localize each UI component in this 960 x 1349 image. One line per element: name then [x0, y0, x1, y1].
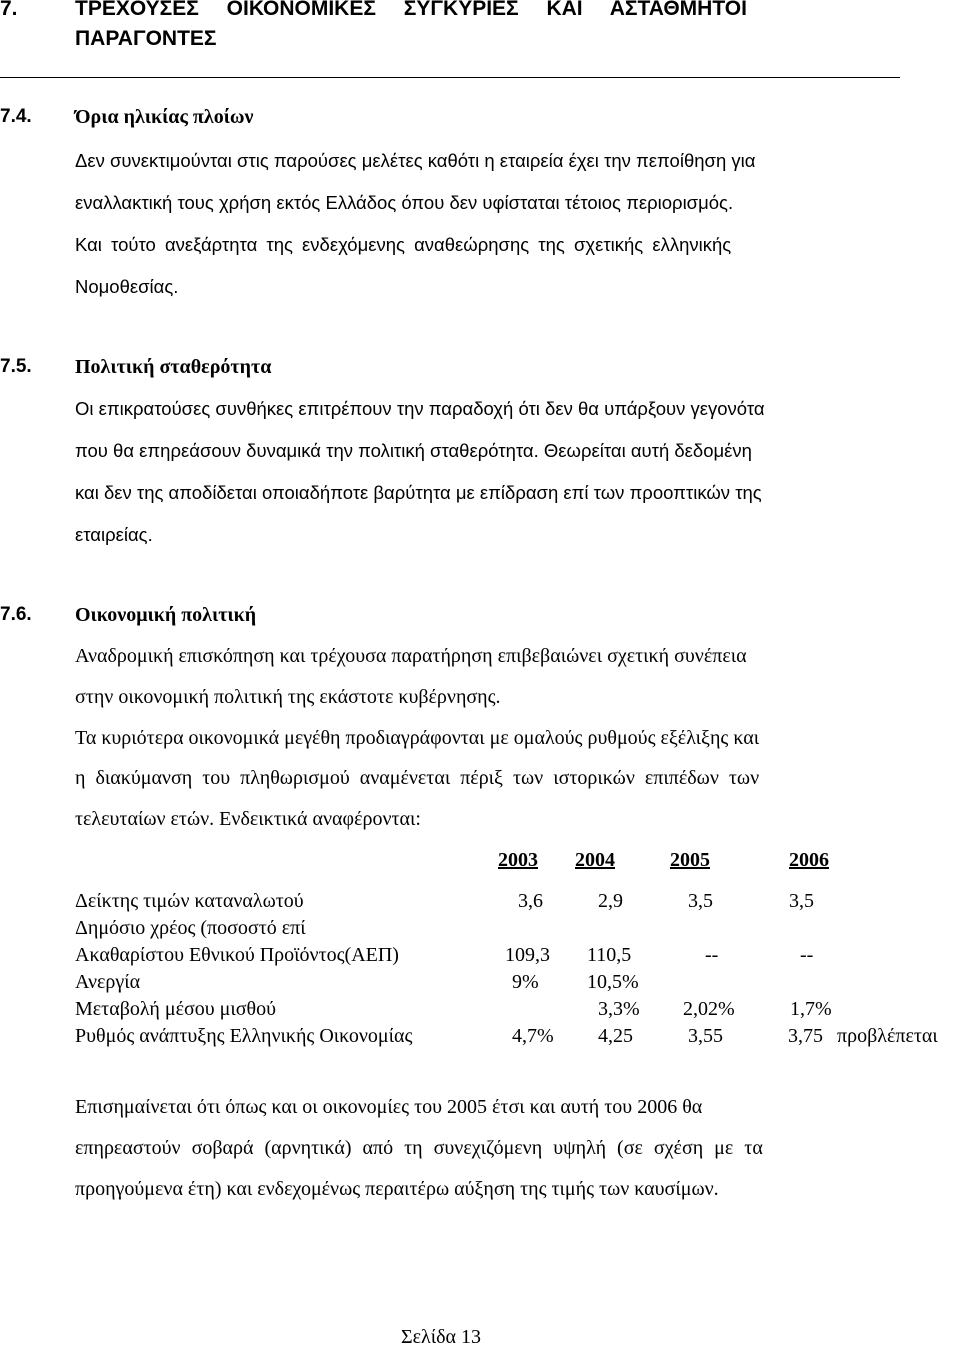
- table-cell: 110,5: [587, 944, 632, 966]
- closing-line-2: επηρεαστούν σοβαρά (αρνητικά) από τη συνεχιζόμενη υψηλή (σε σχέση με τα: [75, 1137, 763, 1159]
- section-76-line-5: τελευταίων ετών. Ενδεικτικά αναφέρονται:: [75, 808, 421, 830]
- table-cell: 3,6: [518, 890, 543, 912]
- chapter-title-line1: ΤΡΕΧΟΥΣΕΣ ΟΙΚΟΝΟΜΙΚΕΣ ΣΥΓΚΥΡΙΕΣ ΚΑΙ ΑΣΤΑΘΜΗΤΟΙ: [75, 0, 747, 20]
- table-cell: 3,5: [688, 890, 713, 912]
- section-76-line-2: στην οικονομική πολιτική της εκάστοτε κυβέρνησης.: [75, 686, 501, 708]
- table-row-label: Ανεργία: [75, 971, 141, 993]
- table-cell: 10,5%: [587, 971, 639, 993]
- table-cell: 1,7%: [790, 998, 832, 1020]
- year-header-2006: 2006: [789, 849, 829, 871]
- closing-line-3: προηγούμενα έτη) και ενδεχομένως περαιτέρω αύξηση της τιμής των καυσίμων.: [75, 1178, 719, 1200]
- section-76-title: Οικονομική πολιτική: [75, 604, 257, 626]
- table-cell: 4,7%: [512, 1025, 554, 1047]
- table-row-label: Ρυθμός ανάπτυξης Ελληνικής Οικονομίας: [75, 1025, 413, 1047]
- section-75-line-1: Οι επικρατούσες συνθήκες επιτρέπουν την παραδοχή ότι δεν θα υπάρξουν γεγονότα: [75, 398, 765, 419]
- year-header-2003: 2003: [498, 849, 538, 871]
- year-header-2004: 2004: [575, 849, 615, 871]
- table-cell: 9%: [512, 971, 539, 993]
- section-76-line-3: Τα κυριότερα οικονομικά μεγέθη προδιαγράφονται με ομαλούς ρυθμούς εξέλιξης και: [75, 727, 760, 749]
- table-cell: 3,3%: [598, 998, 640, 1020]
- table-cell: 3,55: [688, 1025, 723, 1047]
- table-row-label: Μεταβολή μέσου μισθού: [75, 998, 277, 1020]
- closing-line-1: Επισημαίνεται ότι όπως και οι οικονομίες του 2005 έτσι και αυτή του 2006 θα: [75, 1096, 703, 1118]
- section-75-line-2: που θα επηρεάσουν δυναμικά την πολιτική σταθερότητα. Θεωρείται αυτή δεδομένη: [75, 440, 752, 461]
- table-cell: 2,9: [598, 890, 623, 912]
- table-cell: --: [705, 944, 719, 966]
- section-74-line-2: εναλλακτική τους χρήση εκτός Ελλάδος όπου δεν υφίσταται τέτοιος περιορισμός.: [75, 192, 734, 213]
- table-row-label: Δημόσιο χρέος (ποσοστό επί: [75, 917, 306, 939]
- table-cell: 109,3: [505, 944, 550, 966]
- section-74-line-1: Δεν συνεκτιμούνται στις παρούσες μελέτες καθότι η εταιρεία έχει την πεποίθηση για: [75, 150, 756, 171]
- header-divider: [0, 77, 900, 78]
- section-76-line-4: η διακύμανση του πληθωρισμού αναμένεται πέριξ των ιστορικών επιπέδων των: [75, 767, 760, 789]
- section-74-line-4: Νομοθεσίας.: [75, 276, 179, 297]
- table-cell: 3,5: [789, 890, 814, 912]
- year-header-2005: 2005: [670, 849, 710, 871]
- section-75-title: Πολιτική σταθερότητα: [75, 356, 272, 378]
- section-76-number: 7.6.: [0, 604, 32, 625]
- section-76-line-1: Αναδρομική επισκόπηση και τρέχουσα παρατήρηση επιβεβαιώνει σχετική συνέπεια: [75, 645, 747, 667]
- section-75-line-4: εταιρείας.: [75, 524, 153, 545]
- chapter-title: [75, 0, 897, 54]
- page-number: Σελίδα 13: [401, 1326, 482, 1348]
- table-cell: 2,02%: [683, 998, 735, 1020]
- section-74-line-3: Και τούτο ανεξάρτητα της ενδεχόμενης αναθεώρησης της σχετικής ελληνικής: [75, 234, 732, 255]
- table-cell-note: προβλέπεται: [837, 1025, 938, 1047]
- table-cell: --: [800, 944, 814, 966]
- table-cell: 3,75: [788, 1025, 823, 1047]
- table-cell: 4,25: [598, 1025, 633, 1047]
- closing-paragraph: [75, 1096, 897, 1219]
- chapter-number: 7.: [0, 0, 18, 20]
- section-75-number: 7.5.: [0, 356, 32, 377]
- chapter-title-line2: ΠΑΡΑΓΟΝΤΕΣ: [75, 27, 217, 50]
- section-75-line-3: και δεν της αποδίδεται οποιαδήποτε βαρύτητα με επίδραση επί των προοπτικών της: [75, 482, 762, 503]
- table-row-label: Ακαθαρίστου Εθνικού Προϊόντος(ΑΕΠ): [75, 944, 399, 966]
- section-74-number: 7.4.: [0, 106, 32, 127]
- table-row-label: Δείκτης τιμών καταναλωτού: [75, 890, 304, 912]
- section-74-title: Όρια ηλικίας πλοίων: [75, 106, 254, 128]
